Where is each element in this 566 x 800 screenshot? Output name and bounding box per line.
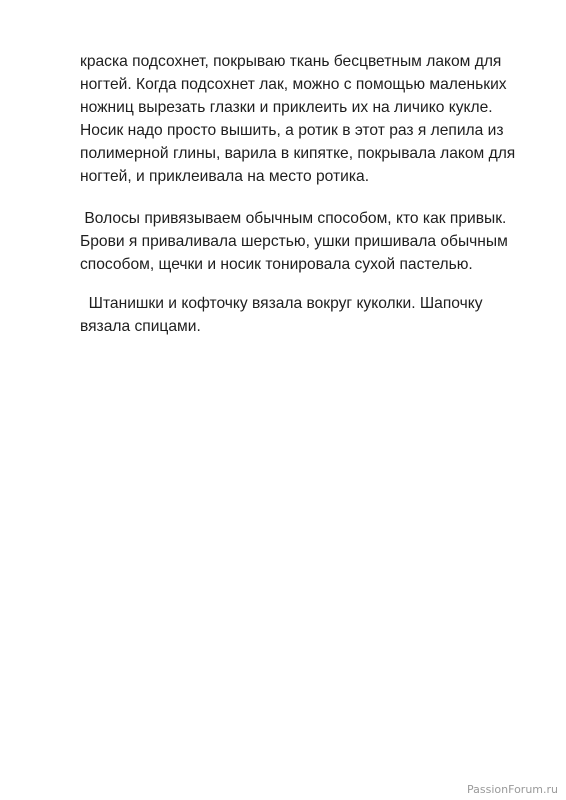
watermark: PassionForum.ru [467, 783, 558, 796]
text-line: способом, щечки и носик тонировала сухой пастелью. [80, 256, 473, 273]
paragraph-2 [80, 207, 520, 276]
text-line: вязала спицами. [80, 318, 201, 335]
paragraph-3 [80, 292, 520, 338]
text-line: Брови я приваливала шерстью, ушки пришивала обычным [80, 233, 508, 250]
text-line: Носик надо просто вышить, а ротик в этот раз я лепила из [80, 122, 504, 139]
text-line: полимерной глины, варила в кипятке, покрывала лаком для [80, 145, 516, 162]
text-line: ногтей, и приклеивала на место ротика. [80, 168, 370, 185]
text-line: краска подсохнет, покрываю ткань бесцветным лаком для [80, 53, 502, 70]
text-line: ножниц вырезать глазки и приклеить их на личико кукле. [80, 99, 493, 116]
paragraph-1 [80, 50, 520, 188]
text-line: Штанишки и кофточку вязала вокруг куколки. Шапочку [80, 295, 483, 312]
text-line: ногтей. Когда подсохнет лак, можно с помощью маленьких [80, 76, 507, 93]
text-line: Волосы привязываем обычным способом, кто как привык. [80, 210, 507, 227]
